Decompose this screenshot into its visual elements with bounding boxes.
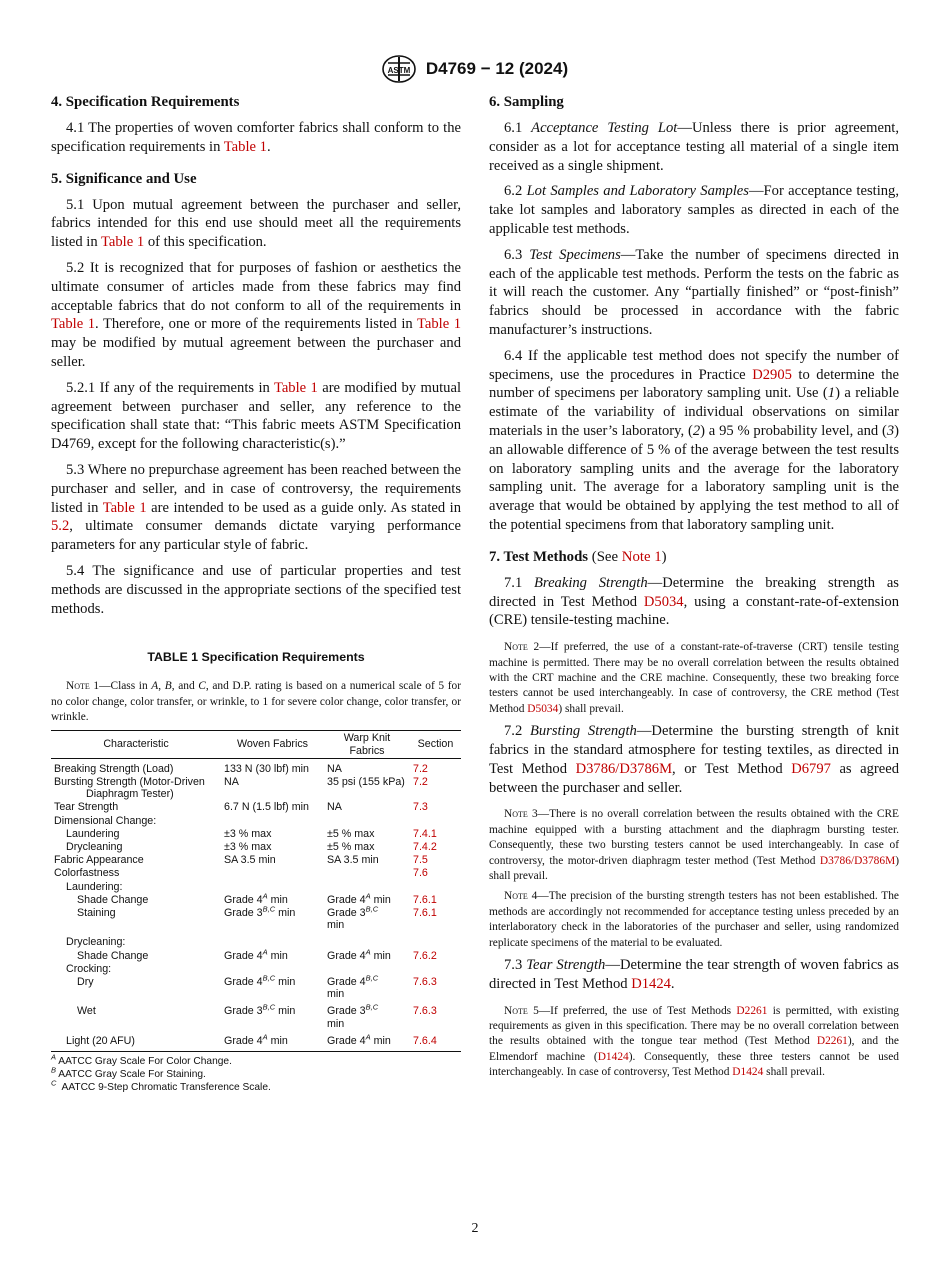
d5034-link[interactable]: D5034 — [527, 702, 559, 715]
table-row: Bursting Strength (Motor-Driven Diaphragm Tester) NA 35 psi (155 kPa) 7.2 — [51, 776, 461, 801]
section-link[interactable]: 7.2 — [413, 762, 428, 775]
document-title: D4769 − 12 (2024) — [425, 59, 569, 78]
paragraph-6-1: 6.1 Acceptance Testing Lot—Unless there is prior agreement, consider as a lot for acceptance testing all material of a single item received as a single shipment. — [489, 120, 899, 174]
note-4: Note 4—The precision of the bursting strength testers has not been established. The methods are accordingly not recommended for acceptance testing unless preceded by an interlaboratory check in the laboratories of the purchaser and seller, using randomized replicate specimens of the material to be evaluated. — [489, 890, 899, 949]
d3786-link[interactable]: D3786/D3786M — [819, 854, 896, 867]
specification-table — [51, 730, 461, 1052]
note-5: Note 5—If preferred, the use of Test Methods D2261 is permitted, with existing requirements as given in this specification. There may be no overall correlation between the results obtained with the tongue tear method (Test Method D2261), and the Elmendorf machine (D1424). Consequently, these three testers cannot be used interchangeably. In case of controversy, Test Method D1424 shall prevail. — [489, 1004, 899, 1079]
table-row: Colorfastness 7.6 — [51, 867, 461, 880]
table-row: Drycleaning: — [66, 936, 126, 949]
footnote: $^C$ AATCC 9-Step Chromatic Transference Scale. — [51, 1079, 271, 1094]
table-row: Shade Change Grade $4^A$ min Grade $4^A$ min 7.6.2 — [51, 950, 461, 963]
column-header: Characteristic — [51, 731, 221, 758]
column-header: Warp Knit Fabrics — [324, 731, 410, 758]
note-2: Note 2—If preferred, the use of a constant-rate-of-traverse (CRT) tensile testing machine is permitted. There may be no overall correlation between the results obtained with the CRT machine and the CRE machine. Consequently, these two breaking force testers cannot be used interchangeably. In case of controversy, the CRE method (Test Method D5034) shall prevail. — [489, 641, 899, 715]
note-1-link[interactable]: Note 1 — [621, 548, 662, 565]
svg-text:ASTM: ASTM — [387, 66, 411, 75]
astm-logo-icon — [382, 54, 416, 84]
table-row: Dimensional Change: — [54, 814, 157, 827]
section-link[interactable]: 7.6.4 — [410, 1031, 461, 1052]
right-column — [489, 92, 899, 1086]
paragraph-7-2: 7.2 Bursting Strength—Determine the bursting strength of knit fabrics in the standard atmosphere for testing textiles, as directed in Test Method D3786/D3786M, or Test Method D6797 as agreed between the purchaser and seller. — [489, 723, 900, 796]
table-row: Shade Change Grade $4^A$ min Grade $4^A$ min 7.6.1 — [51, 894, 461, 907]
section-link[interactable]: 7.6.1 — [413, 906, 437, 919]
paragraph-7-3: 7.3 Tear Strength—Determine the tear strength of woven fabrics as directed in Test Method D1424. — [489, 957, 899, 992]
table-1-link[interactable]: Table 1 — [102, 499, 147, 516]
footnote: $^B$ AATCC Gray Scale For Staining. — [51, 1065, 206, 1081]
d2261-link[interactable]: D2261 — [816, 1035, 848, 1048]
section-7-heading: 7. Test Methods (See Note 1) — [489, 548, 667, 565]
paragraph-6-2: 6.2 Lot Samples and Laboratory Samples—For acceptance testing, take lot samples and laboratory samples as directed in each of the applicable test methods. — [489, 183, 900, 237]
d1424-link[interactable]: D1424 — [597, 1050, 629, 1063]
paragraph-7-1: 7.1 Breaking Strength—Determine the breaking strength as directed in Test Method D5034, using a constant-rate-of-extension (CRE) tensile-testing machine. — [489, 574, 899, 629]
d3786-link[interactable]: D3786/D3786M — [575, 760, 673, 777]
section-link[interactable]: 7.4.2 — [413, 840, 437, 853]
section-link[interactable]: 7.4.1 — [413, 827, 437, 840]
section-link[interactable]: 7.6.2 — [413, 949, 437, 962]
section-5-2-link[interactable]: 5.2 — [51, 518, 70, 535]
column-header: Woven Fabrics — [221, 731, 324, 758]
table-header-row — [51, 731, 461, 758]
paragraph-6-3: 6.3 Test Specimens—Take the number of specimens directed in each of the applicable test methods. Perform the tests on the fabric as it will reach the customer. Any “partially finished” or “post-finish” fabrics should be processed in accordance with the fabric manufacturer’s instructions. — [489, 246, 900, 338]
column-header: Section — [410, 731, 461, 758]
section-link[interactable]: 7.6.3 — [413, 976, 437, 988]
footnote: $^A$ AATCC Gray Scale For Color Change. — [51, 1052, 232, 1068]
table-row: Crocking: — [66, 962, 112, 975]
table-row: Laundering ±3 % max ±5 % max 7.4.1 — [51, 828, 461, 841]
table-title: TABLE 1 Specification Requirements — [147, 650, 365, 665]
paragraph-5-2: 5.2 It is recognized that for purposes of fashion or aesthetics the ultimate consumer of articles made from these fabrics may find acceptable fabrics that do not conform to all of the requirements in Table 1. Therefore, one or more of the requirements listed in Table 1 may be modified by mutual agreement between the purchaser and seller. — [51, 259, 461, 370]
paragraph-6-4: 6.4 If the applicable test method does not specify the number of specimens, use the procedures in Practice D2905 to determine the number of specimens per laboratory sampling unit. Use (1) a reliable estimate of the variability of individual observations on similar materials in the user’s laboratory, (2) a 95 % probability level, and (3) an allowable difference of 5 % of the average between the test results on laboratory sampling units and the average for the laboratory sampling unit. The average for a laboratory sampling unit is the average that would be obtained by applying the test method to all of the potential specimens from that laboratory sampling unit. — [489, 347, 900, 533]
section-link[interactable]: 7.2 — [413, 775, 428, 788]
section-link[interactable]: 7.6 — [413, 867, 428, 880]
table-footnotes — [51, 1052, 461, 1095]
section-link[interactable]: 7.3 — [413, 801, 428, 814]
page-header — [0, 54, 950, 84]
d1424-link[interactable]: D1424 — [631, 975, 671, 992]
table-note: Note 1—Class in A, B, and C, and D.P. rating is based on a numerical scale of 5 for no color change, color transfer, or wrinkle, to 1 for severe color change, color transfer, or wrinkle. — [51, 680, 461, 723]
section-link[interactable]: 7.6.3 — [413, 1005, 437, 1018]
table-1-link[interactable]: Table 1 — [51, 316, 96, 333]
table-row: Dry Grade $4^{B,C}$ min Grade $4^{B,C}$ min 7.6.3 — [51, 976, 461, 1001]
section-6-heading: 6. Sampling — [489, 94, 564, 110]
table-row: Light (20 AFU) Grade $4^A$ min Grade $4^A$ min 7.6.4 — [51, 1031, 461, 1052]
paragraph-5-2-1: 5.2.1 If any of the requirements in Table 1 are modified by mutual agreement between purchaser and seller, any reference to the specification shall state that: “This fabric meets ASTM Specification D4769, except for the following characteristic(s).” — [51, 379, 461, 453]
table-row: Wet Grade $3^{B,C}$ min Grade $3^{B,C}$ min 7.6.3 — [51, 1001, 461, 1030]
table-row: Fabric Appearance SA 3.5 min SA 3.5 min 7.5 — [51, 854, 461, 867]
table-row: Laundering: — [66, 880, 123, 893]
paragraph-5-1: 5.1 Upon mutual agreement between the purchaser and seller, fabrics intended for this end use should meet all the requirements listed in Table 1 of this specification. — [51, 196, 461, 251]
table-row: Tear Strength 6.7 N (1.5 lbf) min NA 7.3 — [51, 801, 461, 814]
table-row: Breaking Strength (Load) 133 N (30 lbf) min NA 7.2 — [51, 758, 461, 776]
table-1-link[interactable]: Table 1 — [416, 316, 461, 333]
table-row: Staining Grade $3^{B,C}$ min Grade $3^{B,C}$ min 7.6.1 — [51, 907, 461, 932]
section-4-heading: 4. Specification Requirements — [51, 94, 240, 110]
table-1-link[interactable]: Table 1 — [223, 138, 267, 155]
paragraph-4-1: 4.1 The properties of woven comforter fabrics shall conform to the specification requirements in Table 1. — [51, 120, 461, 155]
d5034-link[interactable]: D5034 — [643, 593, 684, 610]
table-row: Drycleaning ±3 % max ±5 % max 7.4.2 — [51, 841, 461, 854]
left-column — [51, 92, 461, 1095]
section-link[interactable]: 7.6.1 — [413, 893, 437, 906]
d2905-link[interactable]: D2905 — [752, 366, 792, 383]
section-link[interactable]: 7.5 — [413, 854, 428, 867]
paragraph-5-4: 5.4 The significance and use of particular properties and test methods are discussed in the appropriate sections of the specified test methods. — [51, 562, 461, 617]
table-1-link[interactable]: Table 1 — [101, 234, 145, 251]
note-3: Note 3—There is no overall correlation between the results obtained with the CRE machine equipped with a bursting attachment and the diaphragm bursting tester. Consequently, these two bursting testers cannot be used interchangeably. In case of controversy, the motor-driven diaphragm tester method (Test Method D3786/D3786M) shall prevail. — [489, 808, 899, 882]
d1424-link[interactable]: D1424 — [732, 1066, 764, 1079]
section-5-heading: 5. Significance and Use — [51, 170, 197, 187]
paragraph-5-3: 5.3 Where no prepurchase agreement has been reached between the purchaser and seller, and in case of controversy, the requirements listed in Table 1 are intended to be used as a guide only. As stated in 5.2, ultimate consumer demands dictate varying performance parameters for any particular style of fabric. — [51, 461, 461, 554]
page-number: 2 — [471, 1221, 479, 1236]
table-1-link[interactable]: Table 1 — [273, 379, 318, 396]
d6797-link[interactable]: D6797 — [791, 760, 831, 777]
d2261-link[interactable]: D2261 — [736, 1004, 768, 1017]
